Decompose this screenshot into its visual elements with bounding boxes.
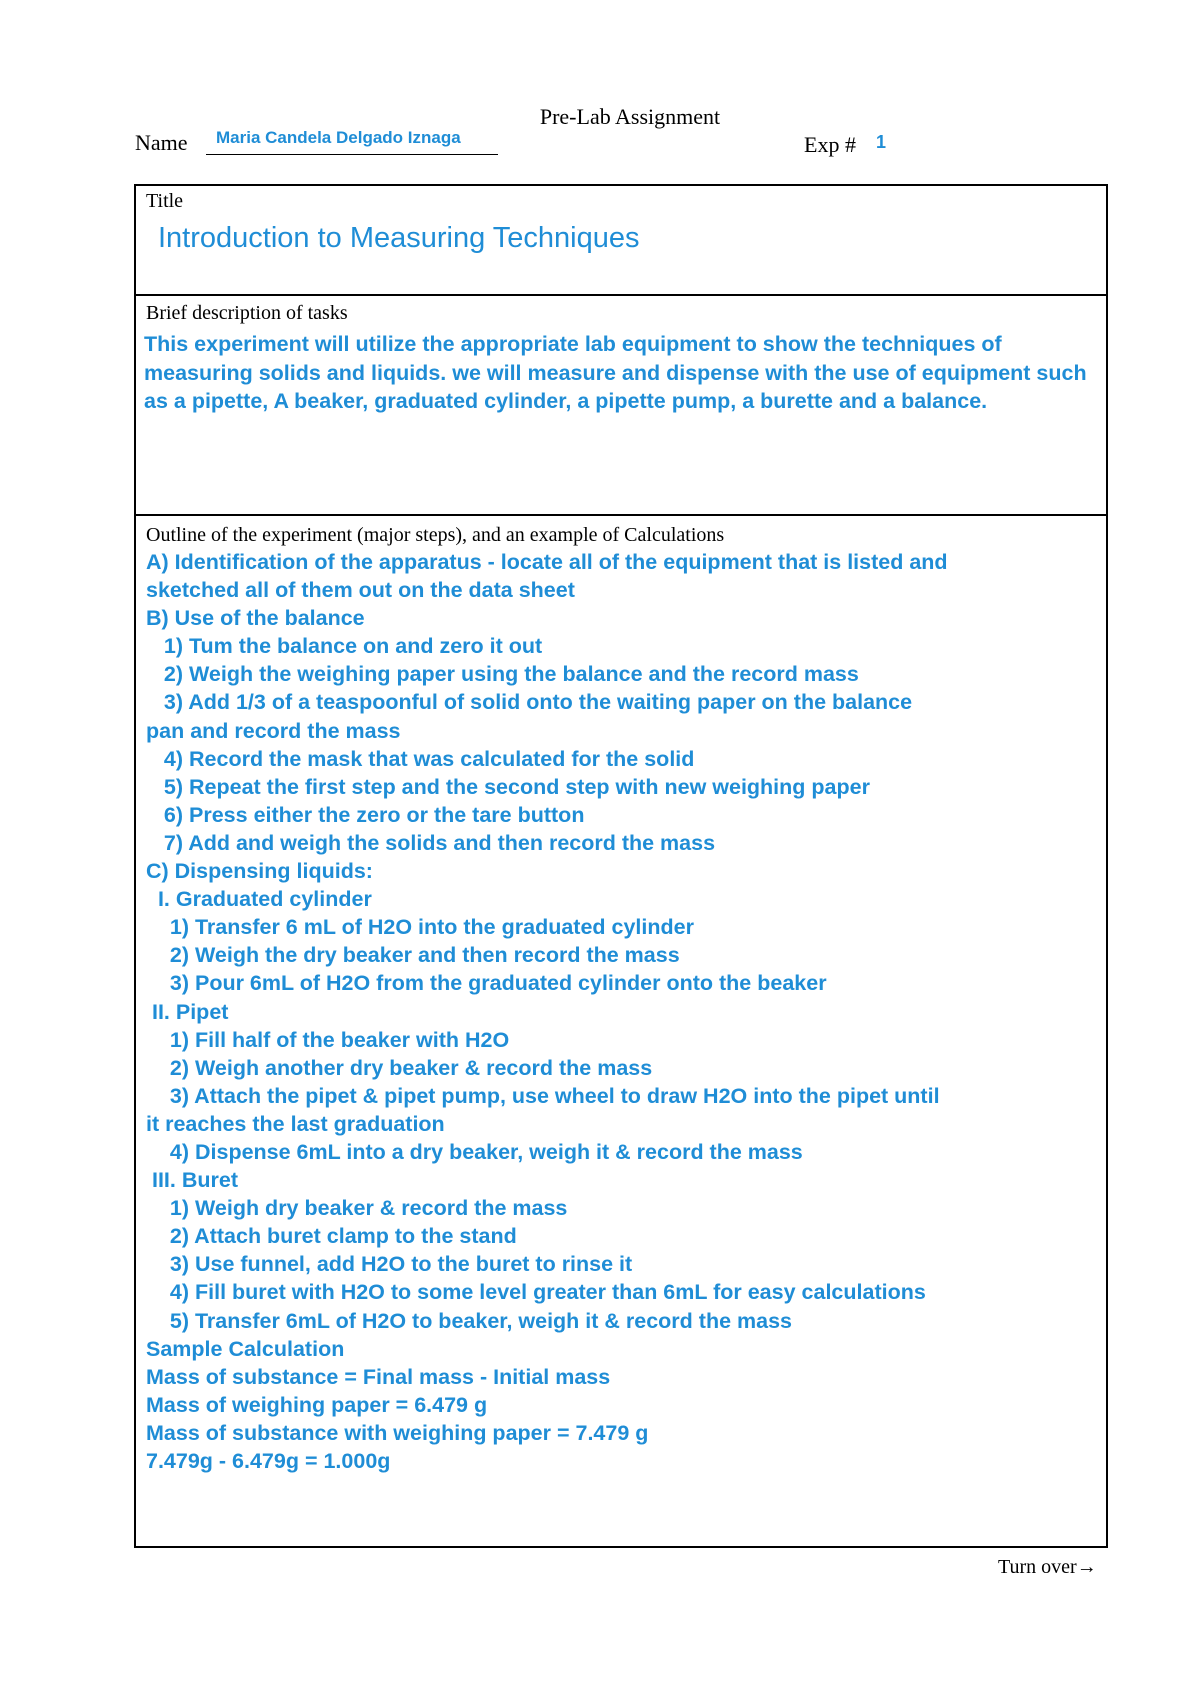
outline-line: 3) Add 1/3 of a teaspoonful of solid onto the waiting paper on the balance: [146, 690, 913, 715]
outline-line: 3) Use funnel, add H2O to the buret to rinse it: [146, 1252, 633, 1277]
outline-line: 2) Weigh the weighing paper using the balance and the record mass: [146, 662, 859, 687]
title-section: [136, 186, 1106, 296]
outline-line: 1) Transfer 6 mL of H2O into the graduated cylinder: [146, 915, 694, 940]
outline-section: [136, 516, 1106, 1546]
description-section: [136, 296, 1106, 516]
outline-line: Mass of substance with weighing paper = 7.479 g: [146, 1420, 649, 1445]
exp-number-label: Exp #: [804, 132, 856, 157]
prelab-form: [134, 184, 1108, 1548]
title-label: Title: [146, 190, 184, 212]
outline-line: 2) Attach buret clamp to the stand: [146, 1224, 517, 1249]
outline-line: Sample Calculation: [146, 1336, 345, 1361]
outline-line: 1) Tum the balance on and zero it out: [146, 634, 543, 659]
outline-line: 2) Weigh the dry beaker and then record the mass: [146, 943, 680, 968]
exp-number-field[interactable]: 1: [876, 132, 887, 152]
outline-field[interactable]: [146, 548, 1104, 1475]
outline-line: 1) Weigh dry beaker & record the mass: [146, 1196, 568, 1221]
outline-line: 5) Repeat the first step and the second step with new weighing paper: [146, 774, 870, 799]
outline-line: 5) Transfer 6mL of H2O to beaker, weigh it & record the mass: [146, 1308, 792, 1333]
outline-line: 6) Press either the zero or the tare button: [146, 802, 585, 827]
outline-line: B) Use of the balance: [146, 606, 365, 631]
outline-line: 1) Fill half of the beaker with H2O: [146, 1027, 510, 1052]
name-underline: [206, 154, 498, 155]
outline-line: Mass of weighing paper = 6.479 g: [146, 1392, 488, 1417]
outline-line: Mass of substance = Final mass - Initial mass: [146, 1364, 611, 1389]
outline-line: pan and record the mass: [146, 718, 401, 743]
outline-line: C) Dispensing liquids:: [146, 859, 373, 884]
outline-label: Outline of the experiment (major steps), and an example of Calculations: [146, 524, 725, 546]
outline-line: A) Identification of the apparatus - locate all of the equipment that is listed and: [146, 550, 948, 574]
outline-line: 4) Dispense 6mL into a dry beaker, weigh it & record the mass: [146, 1139, 803, 1164]
title-field[interactable]: Introduction to Measuring Techniques: [158, 222, 640, 254]
page-title: Pre-Lab Assignment: [539, 104, 721, 129]
outline-line: 7) Add and weigh the solids and then record the mass: [146, 830, 716, 855]
outline-line: 3) Pour 6mL of H2O from the graduated cylinder onto the beaker: [146, 971, 827, 996]
outline-line: 4) Fill buret with H2O to some level greater than 6mL for easy calculations: [146, 1280, 926, 1305]
outline-line: II. Pipet: [146, 999, 229, 1024]
description-field[interactable]: This experiment will utilize the appropriate lab equipment to show the techniques of measuring solids and liquids. we will measure and dispense with the use of equipment such as a pipette, A beaker, graduated cylinder, a pipette pump, a burette and a balance.: [144, 332, 1087, 413]
turn-over-note: Turn over→: [998, 1556, 1097, 1578]
outline-line: 3) Attach the pipet & pipet pump, use wheel to draw H2O into the pipet until: [146, 1083, 940, 1108]
outline-line: 2) Weigh another dry beaker & record the mass: [146, 1055, 653, 1080]
outline-line: 7.479g - 6.479g = 1.000g: [146, 1449, 391, 1473]
outline-line: 4) Record the mask that was calculated for the solid: [146, 746, 695, 771]
outline-line: I. Graduated cylinder: [146, 887, 372, 912]
outline-line: III. Buret: [146, 1168, 238, 1193]
description-label: Brief description of tasks: [146, 302, 348, 324]
outline-line: it reaches the last graduation: [146, 1111, 445, 1136]
name-field[interactable]: Maria Candela Delgado Iznaga: [216, 128, 461, 147]
outline-line: sketched all of them out on the data sheet: [146, 578, 575, 603]
name-label: Name: [135, 130, 188, 155]
